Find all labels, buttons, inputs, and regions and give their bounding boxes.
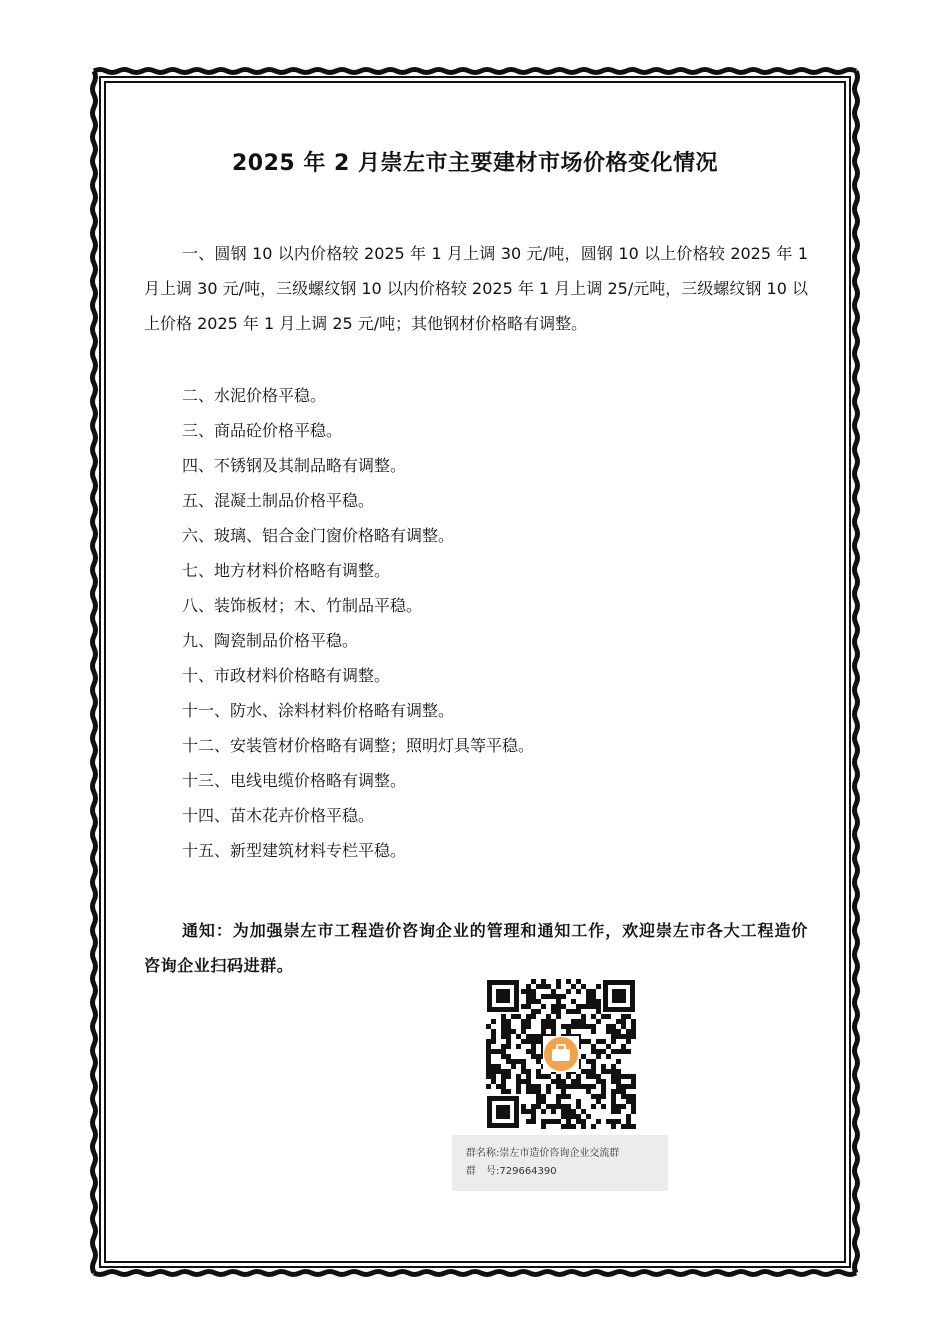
group-number: 群 号:729664390 [466,1166,557,1177]
list-item: 十四、苗木花卉价格平稳。 [182,806,375,825]
qr-code[interactable] [486,979,636,1129]
steel-price-paragraph: 一、圆钢 10 以内价格较 2025 年 1 月上调 30 元/吨，圆钢 10 以上价格较 2025 年 1 月上调 30 元/吨，三级螺纹钢 10 以内价格较 2025 年 1 月上调 25/元吨，三级螺纹钢 10 以上价格 2025 年 1 月上调 25 元/吨；其他钢材价格略有调整。 [144,244,808,333]
list-item: 十、市政材料价格略有调整。 [182,666,391,685]
page-title: 2025 年 2 月崇左市主要建材市场价格变化情况 [231,151,719,176]
qr-finder-top-right [603,980,635,1012]
list-item: 四、不锈钢及其制品略有调整。 [182,456,407,475]
list-item: 十五、新型建筑材料专栏平稳。 [182,841,407,860]
notice-text: 通知：为加强崇左市工程造价咨询企业的管理和通知工作，欢迎崇左市各大工程造价咨询企业扫码进群。 [144,921,808,975]
list-item: 十一、防水、涂料材料价格略有调整。 [182,701,455,720]
group-info-box [452,1135,668,1191]
list-item: 二、水泥价格平稳。 [182,386,327,405]
list-item: 十三、电线电缆价格略有调整。 [182,771,407,790]
list-item: 三、商品砼价格平稳。 [182,421,343,440]
price-change-list [182,378,534,868]
list-item: 六、玻璃、铝合金门窗价格略有调整。 [182,526,455,545]
qr-finder-bottom-left [487,1096,519,1128]
briefcase-icon [543,1036,579,1072]
list-item: 七、地方材料价格略有调整。 [182,561,391,580]
list-item: 十二、安装管材价格略有调整；照明灯具等平稳。 [182,736,535,755]
list-item: 五、混凝土制品价格平稳。 [182,491,375,510]
list-item: 八、装饰板材；木、竹制品平稳。 [182,596,423,615]
list-item: 九、陶瓷制品价格平稳。 [182,631,359,650]
qr-finder-top-left [487,980,519,1012]
group-name: 群名称:崇左市造价咨询企业交流群 [466,1148,620,1159]
